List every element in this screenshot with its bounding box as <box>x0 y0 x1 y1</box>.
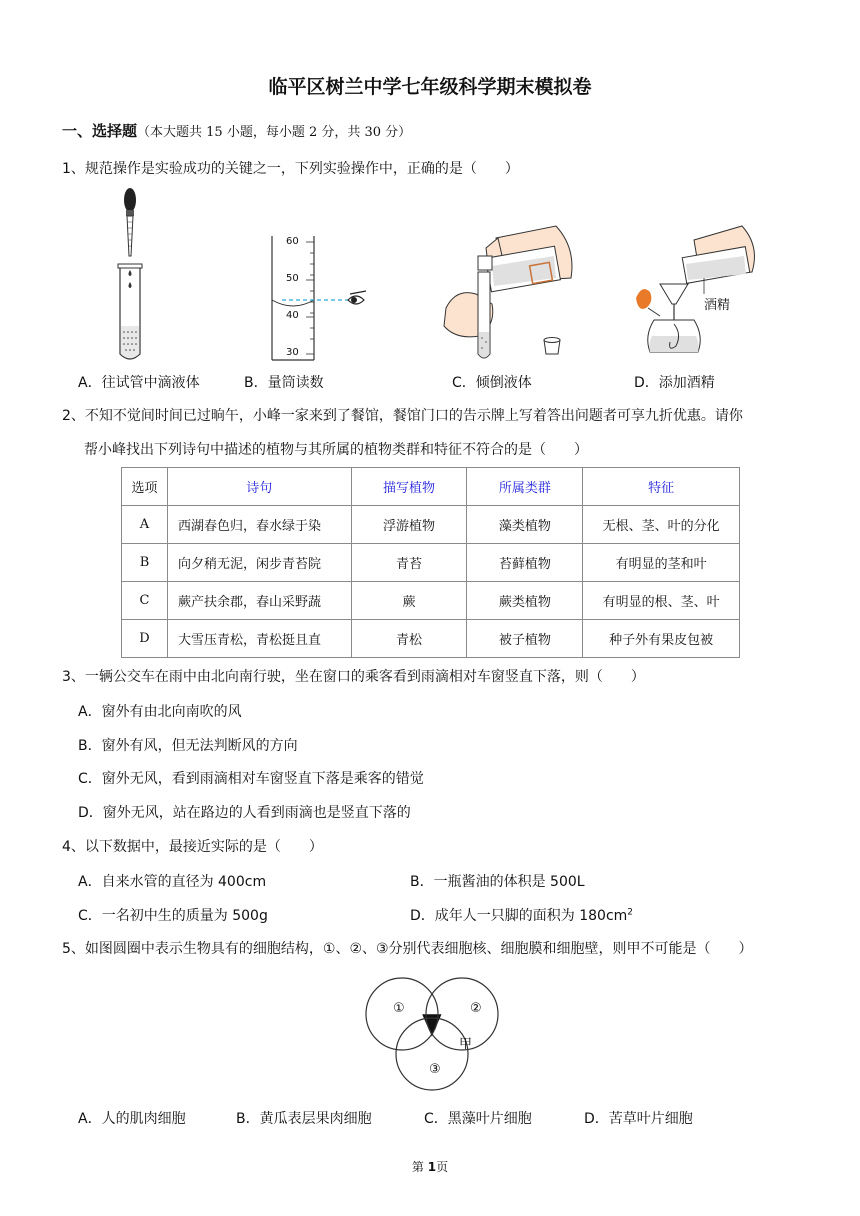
q3-option-d: D．窗外无风，站在路边的人看到雨滴也是竖直下落的 <box>78 805 411 821</box>
q1-option-c: C．倾倒液体 <box>452 375 532 391</box>
cell-group: 苔藓植物 <box>467 544 583 582</box>
cell-feature: 有明显的根、茎、叶 <box>583 582 740 620</box>
cell-plant: 青松 <box>351 620 467 658</box>
q4-option-a: A．自来水管的直径为 400cm <box>78 874 267 890</box>
cell-plant: 青苔 <box>351 544 467 582</box>
cell-feature: 种子外有果皮包被 <box>583 620 740 658</box>
cell-plant: 浮游植物 <box>351 506 467 544</box>
cell-plant: 蕨 <box>351 582 467 620</box>
question-4-stem: 4、以下数据中，最接近实际的是（ ） <box>62 839 323 855</box>
cell-group: 藻类植物 <box>467 506 583 544</box>
footer-prefix: 第 <box>411 1160 428 1174</box>
circle-label-jia: 甲 <box>459 1037 473 1052</box>
q4-option-d-superscript: 2 <box>627 907 634 918</box>
cell-group: 被子植物 <box>467 620 583 658</box>
q5-option-b: B．黄瓜表层果肉细胞 <box>236 1111 372 1127</box>
q4-option-d: D．成年人一只脚的面积为 180cm <box>410 908 628 924</box>
tick-label-30: 30 <box>286 347 299 358</box>
header-option: 选项 <box>122 468 168 506</box>
q1-option-d: D．添加酒精 <box>634 375 715 391</box>
q4-option-b: B．一瓶酱油的体积是 500L <box>410 874 585 890</box>
dropper-test-tube-figure <box>108 186 158 364</box>
page-footer <box>0 1158 860 1175</box>
q3-option-a: A．窗外有由北向南吹的风 <box>78 704 242 720</box>
table-row <box>122 544 740 582</box>
pouring-liquid-figure <box>436 208 586 364</box>
plants-table <box>121 467 740 658</box>
table-row <box>122 506 740 544</box>
q1-option-a: A．往试管中滴液体 <box>78 375 200 391</box>
cell-option: D <box>122 620 168 658</box>
q1-option-b: B．量筒读数 <box>244 375 324 391</box>
table-header-row <box>122 468 740 506</box>
header-plant: 描写植物 <box>351 468 467 506</box>
footer-page-number: 1 <box>427 1160 437 1174</box>
circle-label-2: ② <box>470 1001 482 1016</box>
question-2-stem-line1: 2、不知不觉间时间已过晌午，小峰一家来到了餐馆，餐馆门口的告示牌上写着答出问题者可享九折优惠。请你 <box>62 408 743 424</box>
cell-option: A <box>122 506 168 544</box>
cell-poem: 西湖春色归，春水绿于染 <box>167 506 351 544</box>
cell-feature: 有明显的茎和叶 <box>583 544 740 582</box>
header-feature: 特征 <box>583 468 740 506</box>
tick-label-50: 50 <box>286 273 299 284</box>
q5-option-a: A．人的肌肉细胞 <box>78 1111 186 1127</box>
cell-poem: 向夕稍无泥，闲步青苔院 <box>167 544 351 582</box>
table-row <box>122 620 740 658</box>
header-group: 所属类群 <box>467 468 583 506</box>
cell-poem: 大雪压青松，青松挺且直 <box>167 620 351 658</box>
graduated-cylinder-figure <box>262 228 382 364</box>
circle-label-1: ① <box>393 1001 405 1016</box>
footer-suffix: 页 <box>436 1160 449 1174</box>
q4-option-c: C．一名初中生的质量为 500g <box>78 908 268 924</box>
q3-option-c: C．窗外无风，看到雨滴相对车窗竖直下落是乘客的错觉 <box>78 771 424 787</box>
cell-poem: 蕨产扶余郡，春山采野蔬 <box>167 582 351 620</box>
tick-label-60: 60 <box>286 236 299 247</box>
section-note: （本大题共 15 小题，每小题 2 分，共 30 分） <box>137 125 412 140</box>
header-poem: 诗句 <box>167 468 351 506</box>
alcohol-label: 酒精 <box>704 298 731 313</box>
q3-option-b: B．窗外有风，但无法判断风的方向 <box>78 738 298 754</box>
section-header <box>62 120 411 144</box>
q5-option-c: C．黑藻叶片细胞 <box>424 1111 532 1127</box>
cell-group: 蕨类植物 <box>467 582 583 620</box>
cell-option: B <box>122 544 168 582</box>
q5-option-d: D．苦草叶片细胞 <box>584 1111 693 1127</box>
cell-option: C <box>122 582 168 620</box>
question-3-stem: 3、一辆公交车在雨中由北向南行驶，坐在窗口的乘客看到雨滴相对车窗竖直下落，则（ ） <box>62 669 645 685</box>
question-5-stem: 5、如图圆圈中表示生物具有的细胞结构，①、②、③分别代表细胞核、细胞膜和细胞壁，则甲不可能是（ ） <box>62 941 753 957</box>
question-1-stem: 1、规范操作是实验成功的关键之一，下列实验操作中，正确的是（ ） <box>62 161 519 177</box>
table-row <box>122 582 740 620</box>
tick-label-40: 40 <box>286 310 299 321</box>
alcohol-lamp-figure <box>624 212 764 364</box>
page-title: 临平区树兰中学七年级科学期末模拟卷 <box>268 76 592 98</box>
cell-feature: 无根、茎、叶的分化 <box>583 506 740 544</box>
question-2-stem-line2: 帮小峰找出下列诗句中描述的植物与其所属的植物类群和特征不符合的是（ ） <box>84 442 588 458</box>
circle-label-3: ③ <box>429 1062 441 1077</box>
q4-option-d-wrap <box>410 905 633 925</box>
section-label: 一、选择题 <box>62 122 138 140</box>
